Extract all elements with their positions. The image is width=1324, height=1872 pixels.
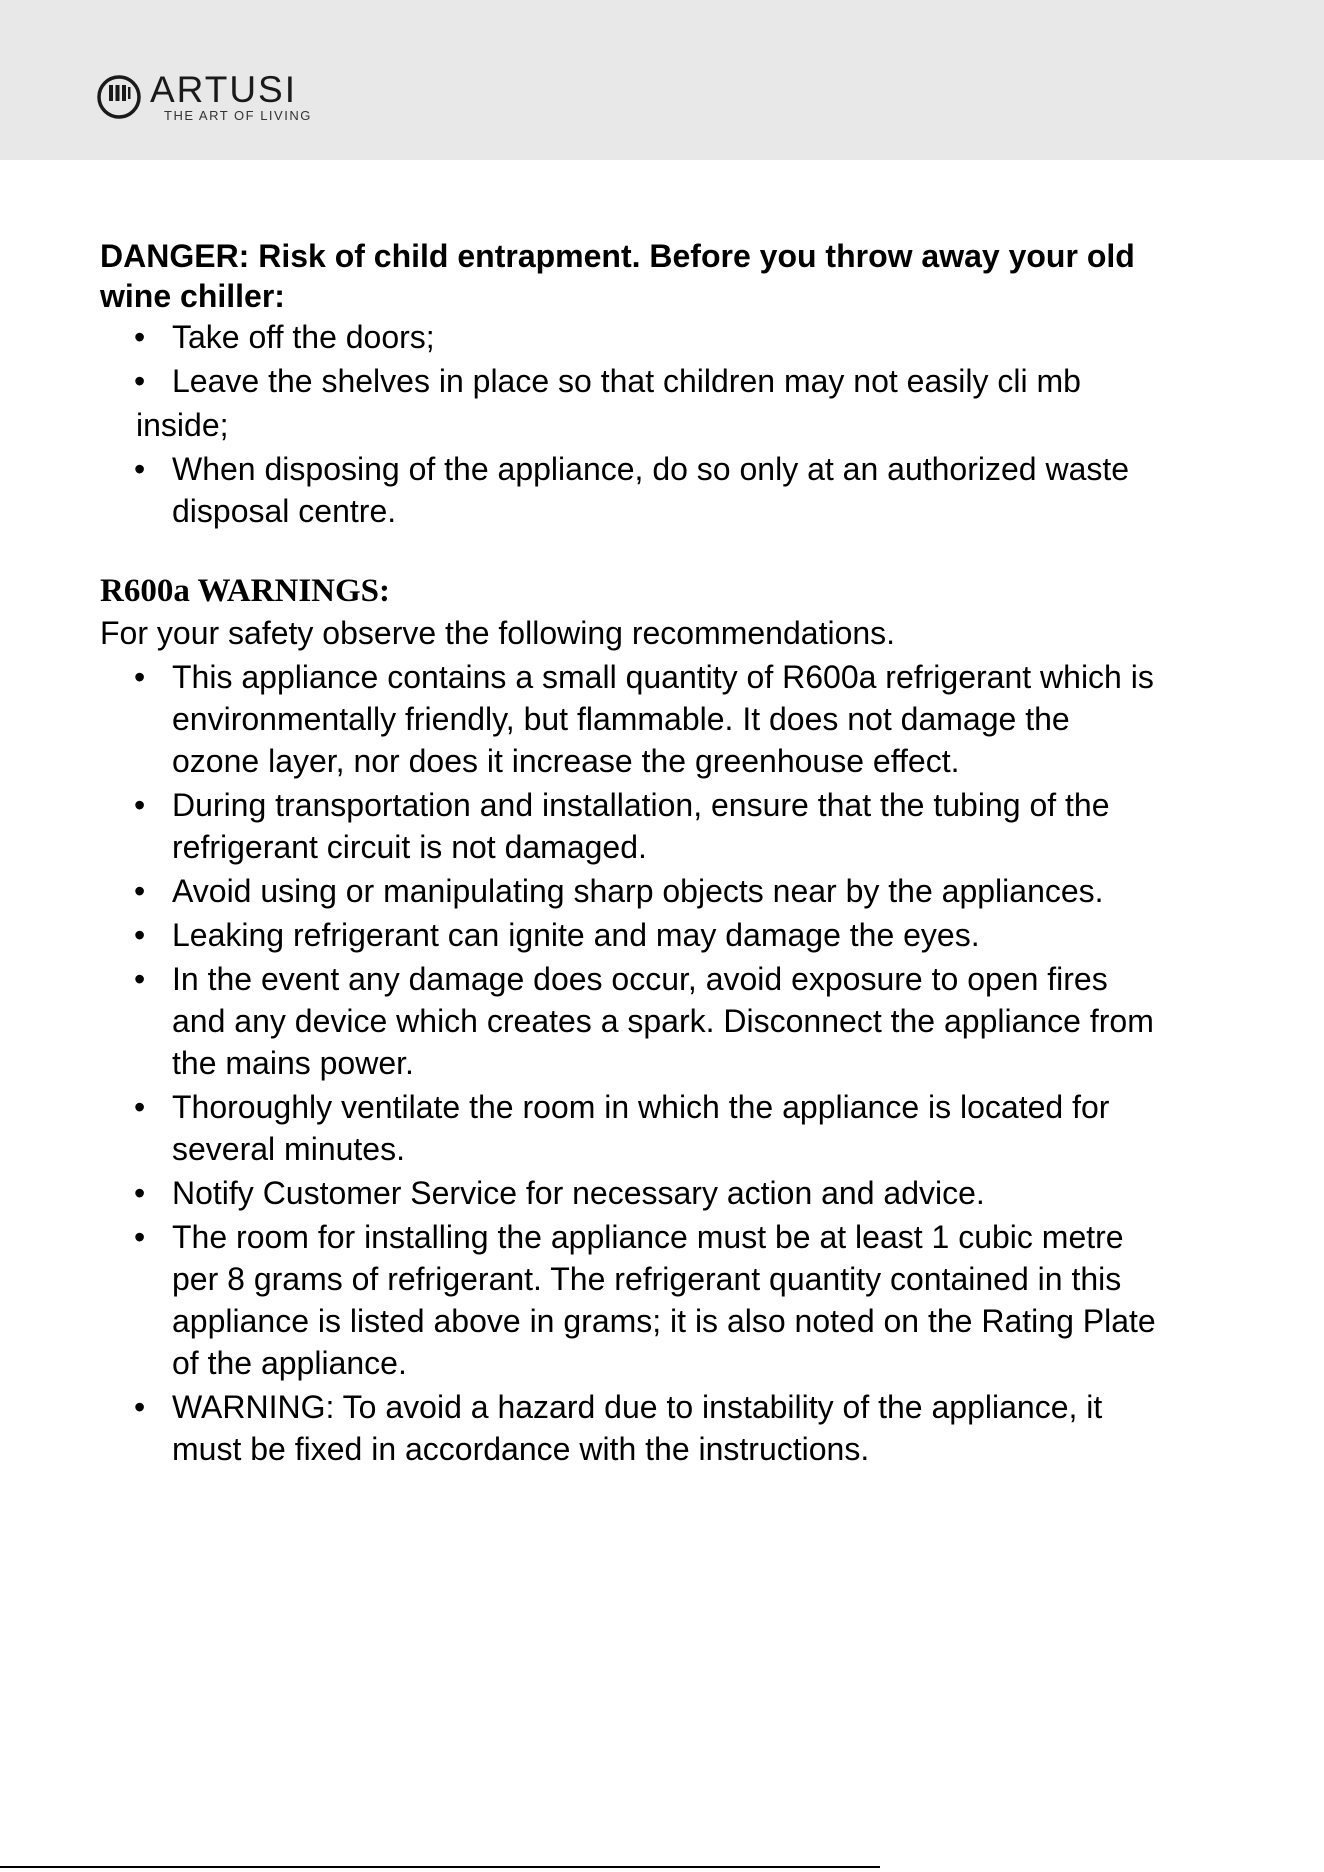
r600a-intro: For your safety observe the following recommendations.	[100, 615, 896, 651]
r600a-list	[100, 656, 1160, 1470]
r600a-item-4: • Leaking refrigerant can ignite and may damage the eyes.	[100, 914, 1160, 956]
r600a-item-9: • WARNING: To avoid a hazard due to instability of the appliance, it must be fixed in accordance with the instructions.	[100, 1386, 1160, 1470]
brand-tagline: THE ART OF LIVING	[164, 108, 312, 123]
danger-item-1: • Take off the doors;	[100, 316, 1160, 358]
document-body	[100, 236, 1160, 1472]
danger-list-continued	[100, 448, 1160, 532]
danger-item-2: • Leave the shelves in place so that children may not easily cli mb	[100, 360, 1160, 402]
footer-rule	[0, 1866, 880, 1868]
r600a-item-5: • In the event any damage does occur, avoid exposure to open fires and any device which creates a spark. Disconnect the appliance from the mains power.	[100, 958, 1160, 1084]
r600a-item-8: • The room for installing the appliance must be at least 1 cubic metre per 8 grams of refrigerant. The refrigerant quantity contained in this appliance is listed above in grams; it is also noted on the Rating Plate of the appliance.	[100, 1216, 1160, 1384]
r600a-item-1: • This appliance contains a small quantity of R600a refrigerant which is environmentally friendly, but flammable. It does not damage the ozone layer, nor does it increase the greenhouse effect.	[100, 656, 1160, 782]
header-band	[0, 0, 1324, 160]
r600a-item-7: • Notify Customer Service for necessary action and advice.	[100, 1172, 1160, 1214]
danger-item-3: • When disposing of the appliance, do so only at an authorized waste disposal centre.	[100, 448, 1160, 532]
r600a-item-6: • Thoroughly ventilate the room in which the appliance is located for several minutes.	[100, 1086, 1160, 1170]
danger-list	[100, 316, 1160, 402]
r600a-item-3: • Avoid using or manipulating sharp objects near by the appliances.	[100, 870, 1160, 912]
brand-logo	[96, 70, 356, 126]
danger-heading: DANGER: Risk of child entrapment. Before you throw away your old wine chiller:	[100, 238, 1135, 314]
brand-name: ARTUSI	[150, 69, 298, 110]
r600a-item-2: • During transportation and installation, ensure that the tubing of the refrigerant circuit is not damaged.	[100, 784, 1160, 868]
danger-item-2-continuation: inside;	[136, 407, 229, 443]
r600a-heading: R600a WARNINGS:	[100, 573, 391, 609]
piano-keys-circle-icon	[96, 74, 142, 120]
